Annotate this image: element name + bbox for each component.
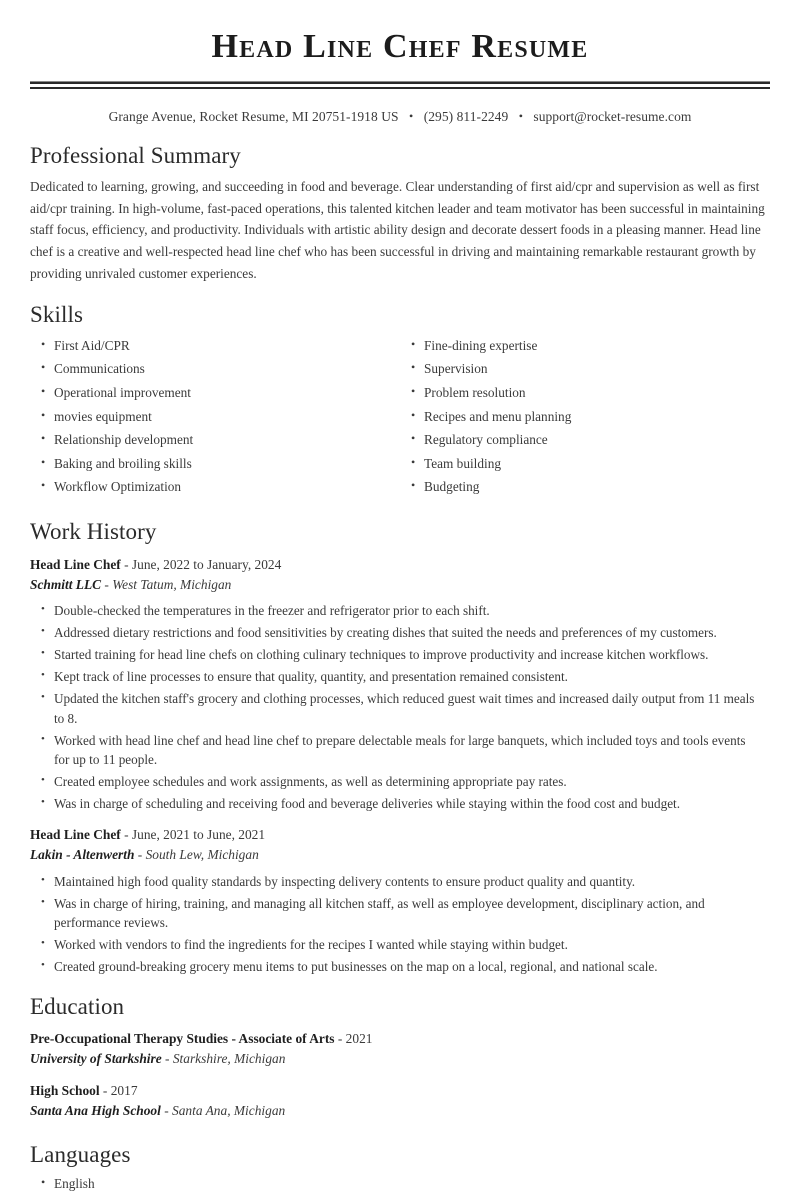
list-item: • Was in charge of hiring, training, and managing all kitchen staff, as well as employee development, disciplinary action, and performance reviews.	[54, 894, 770, 932]
education-degree-line	[30, 1029, 770, 1049]
job-company: Schmitt LLC	[30, 576, 102, 592]
skills-column-left	[30, 336, 400, 501]
separator-dash: -	[120, 827, 132, 843]
section-skills	[30, 300, 770, 501]
contact-info	[30, 89, 770, 125]
list-item: • First Aid/CPR	[54, 336, 400, 356]
list-item: • movies equipment	[54, 407, 400, 427]
work-entry	[30, 825, 770, 976]
list-item: • Fine-dining expertise	[424, 336, 770, 356]
list-item: • Team building	[424, 454, 770, 474]
list-item: • Operational improvement	[54, 383, 400, 403]
section-education	[30, 992, 770, 1121]
section-heading-work-history: Work History	[30, 518, 157, 544]
contact-separator-icon: •	[409, 108, 414, 123]
separator-dash: -	[101, 576, 113, 592]
education-school: Santa Ana High School	[30, 1103, 161, 1119]
section-heading-summary: Professional Summary	[30, 142, 241, 168]
education-degree: Pre-Occupational Therapy Studies - Associate of Arts	[30, 1031, 335, 1047]
contact-email: support@rocket-resume.com	[533, 108, 692, 124]
skills-list-right	[400, 336, 770, 497]
education-school: University of Starkshire	[30, 1051, 162, 1067]
list-item: • Addressed dietary restrictions and food sensitivities by creating dishes that suited the needs and preferences of my customers.	[54, 623, 770, 642]
education-school-line	[30, 1101, 770, 1121]
skills-list-left	[30, 336, 400, 497]
job-location: West Tatum, Michigan	[112, 576, 232, 592]
separator-dash: -	[134, 847, 146, 863]
separator-dash: -	[120, 556, 132, 572]
contact-separator-icon: •	[518, 108, 523, 123]
list-item: • Started training for head line chefs on clothing culinary techniques to improve productivity and increase kitchen workflows.	[54, 645, 770, 664]
education-location: Santa Ana, Michigan	[172, 1103, 286, 1119]
job-location: South Lew, Michigan	[145, 847, 259, 863]
list-item: • Communications	[54, 359, 400, 379]
skills-column-right	[400, 336, 770, 501]
list-item: • Supervision	[424, 359, 770, 379]
job-title: Head Line Chef	[30, 827, 121, 843]
work-entry-company-line	[30, 845, 770, 865]
skills-columns	[30, 336, 770, 501]
list-item: • Relationship development	[54, 430, 400, 450]
languages-list	[30, 1175, 770, 1193]
education-entry	[30, 1081, 770, 1121]
education-year: 2021	[345, 1031, 373, 1047]
list-item: • Created employee schedules and work assignments, as well as determining appropriate pay rates.	[54, 772, 770, 791]
contact-phone: (295) 811-2249	[423, 108, 509, 124]
section-languages	[30, 1140, 770, 1193]
list-item: • Double-checked the temperatures in the freezer and refrigerator prior to each shift.	[54, 601, 770, 620]
list-item: • English	[54, 1175, 770, 1193]
work-entry-title-line	[30, 555, 770, 575]
work-entry-bullets	[30, 601, 770, 813]
list-item: • Worked with head line chef and head line chef to prepare delectable meals for large banquets, which included toys and tools events for up to 11 people.	[54, 731, 770, 769]
separator-dash: -	[160, 1103, 173, 1119]
work-entry	[30, 555, 770, 814]
education-degree-line	[30, 1081, 770, 1101]
job-dates: June, 2022 to January, 2024	[131, 556, 282, 572]
work-entry-title-line	[30, 825, 770, 845]
list-item: • Kept track of line processes to ensure that quality, quantity, and presentation remained consistent.	[54, 667, 770, 686]
header-divider	[30, 81, 770, 89]
list-item: • Budgeting	[424, 477, 770, 497]
separator-dash: -	[99, 1083, 111, 1099]
contact-address: Grange Avenue, Rocket Resume, MI 20751-1918 US	[108, 108, 399, 124]
list-item: • Problem resolution	[424, 383, 770, 403]
list-item: • Regulatory compliance	[424, 430, 770, 450]
work-entry-bullets	[30, 872, 770, 977]
work-entry-company-line	[30, 575, 770, 595]
education-location: Starkshire, Michigan	[172, 1051, 286, 1067]
section-professional-summary	[30, 141, 770, 285]
page-title: Head Line Chef Resume	[211, 28, 589, 65]
list-item: • Worked with vendors to find the ingredients for the recipes I wanted while staying within budget.	[54, 935, 770, 954]
section-heading-education: Education	[30, 994, 125, 1020]
education-entry	[30, 1029, 770, 1069]
list-item: • Recipes and menu planning	[424, 407, 770, 427]
list-item: • Workflow Optimization	[54, 477, 400, 497]
list-item: • Baking and broiling skills	[54, 454, 400, 474]
section-work-history	[30, 517, 770, 976]
section-heading-skills: Skills	[30, 302, 84, 328]
job-company: Lakin - Altenwerth	[30, 847, 135, 863]
list-item: • Updated the kitchen staff's grocery and clothing processes, which reduced guest wait times and increased daily output from 11 meals to 8.	[54, 689, 770, 727]
job-title: Head Line Chef	[30, 556, 121, 572]
education-school-line	[30, 1049, 770, 1069]
education-degree: High School	[30, 1083, 100, 1099]
separator-dash: -	[161, 1051, 173, 1067]
education-year: 2017	[110, 1083, 138, 1099]
list-item: • Was in charge of scheduling and receiving food and beverage deliveries while staying within the food cost and budget.	[54, 794, 770, 813]
job-dates: June, 2021 to June, 2021	[131, 827, 266, 843]
separator-dash: -	[334, 1031, 346, 1047]
summary-paragraph: Dedicated to learning, growing, and succeeding in food and beverage. Clear understanding of first aid/cpr and supervision as well as first aid/cpr training. In high-volume, fast-paced operations, this talented kitchen leader and team motivator has been successful in maintaining staff focus, efficiency, and productivity. Individuals with artistic ability design and decorate dessert foods in a pleasing manner. Head line chef is a creative and well-respected head line chef who has been successful in driving and maintaining remarkable restaurant growth by providing unrivaled customer experiences.	[30, 179, 765, 281]
section-heading-languages: Languages	[30, 1141, 131, 1167]
list-item: • Maintained high food quality standards by inspecting delivery contents to ensure product quality and quantity.	[54, 872, 770, 891]
list-item: • Created ground-breaking grocery menu items to put businesses on the map on a local, regional, and national scale.	[54, 957, 770, 976]
